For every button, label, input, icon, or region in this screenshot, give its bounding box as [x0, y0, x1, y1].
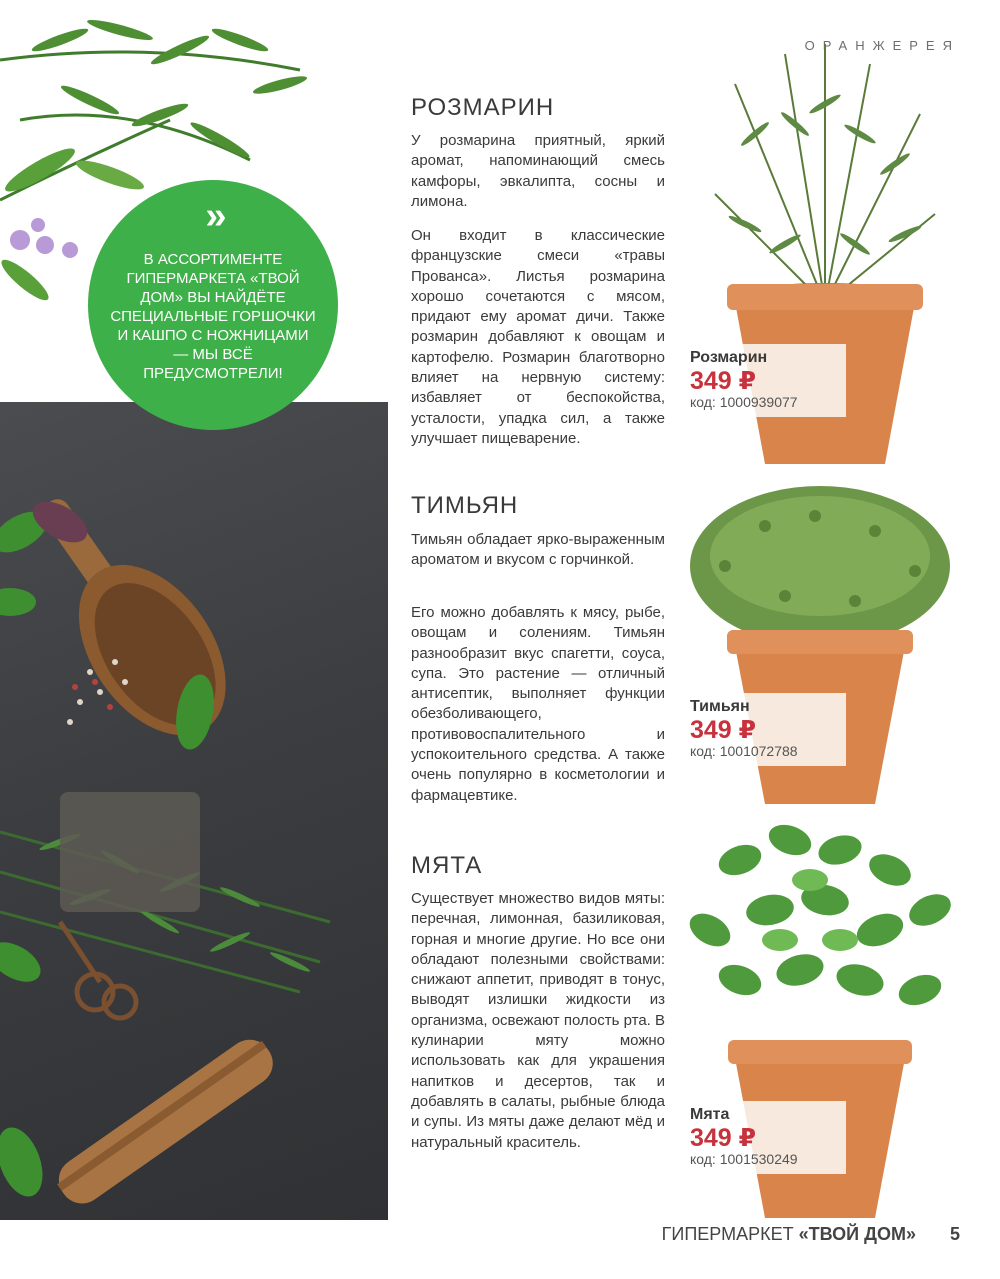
board-illustration	[0, 402, 388, 1220]
footer-store-name: «ТВОЙ ДОМ»	[798, 1224, 916, 1244]
product-price: 349 ₽	[690, 367, 757, 395]
product-name: Розмарин	[690, 349, 768, 366]
heading-thyme: ТИМЬЯН	[411, 492, 519, 519]
rosemary-paragraph-2: Он входит в классические французские смеси «травы Прованса». Листья розмарина хорошо сочетаются с мясом, придают ему аромат дичи. Также розмарин добавляют к овощам и картофелю. Розмарин благотворно влияет на нервную систему: избавляет от беспокойства, усталости, упадка сил, а также улучшает пищеварение.	[411, 227, 665, 447]
product-price: 349 ₽	[690, 716, 757, 744]
page-footer	[662, 1224, 960, 1245]
double-chevron-icon: »	[205, 195, 221, 237]
heading-rosemary: РОЗМАРИН	[411, 94, 555, 121]
rosemary-paragraph-1: У розмарина приятный, яркий аромат, напоминающий смесь камфоры, эвкалипта, сосны и лимона.	[411, 132, 665, 210]
price-card-mint	[686, 1101, 846, 1174]
product-code: код: 1000939077	[690, 394, 798, 410]
product-code: код: 1001530249	[690, 1151, 798, 1167]
herbs-board-photo	[0, 402, 388, 1220]
product-name: Мята	[690, 1106, 730, 1123]
thyme-paragraph-1: Тимьян обладает ярко-выраженным ароматом и вкусом с горчинкой.	[411, 531, 665, 569]
price-card-rosemary	[686, 344, 846, 417]
section-label: ОРАНЖЕРЕЯ	[804, 38, 960, 53]
product-name: Тимьян	[690, 698, 750, 715]
thyme-paragraph-2: Его можно добавлять к мясу, рыбе, овощам и солениям. Тимьян разнообразит вкус спагетти, соуса, супа. Это растение — отличный антисептик, выполняет функции обезболивающего, противовоспалительного и успокоительного средства. А также очень популярно в косметологии и фармацевтике.	[411, 604, 665, 804]
promo-text: В АССОРТИМЕНТЕ ГИПЕРМАРКЕТА «ТВОЙ ДОМ» ВЫ НАЙДЁТЕ СПЕЦИАЛЬНЫЕ ГОРШОЧКИ И КАШПО С НОЖНИЦАМИ — МЫ ВСЁ ПРЕДУСМОТРЕЛИ!	[110, 251, 316, 382]
page-number: 5	[949, 1224, 960, 1244]
product-price: 349 ₽	[690, 1124, 757, 1152]
promo-badge	[88, 180, 338, 430]
mint-paragraph-1: Существует множество видов мяты: перечная, лимонная, базиликовая, горная и многие другие. Но все они обладают полезными свойствами: снижают аппетит, приводят в тонус, выводят излишки жидкости из организма, освежают полость рта. В кулинарии мяту можно использовать как для украшения напитков и десертов, так и добавлять в салаты, рыбные блюда и супы. Из мяты даже делают мёд и натуральный краситель.	[411, 890, 665, 1151]
footer-store-prefix: ГИПЕРМАРКЕТ	[661, 1224, 794, 1244]
product-code: код: 1001072788	[690, 743, 798, 759]
price-card-thyme	[686, 693, 846, 766]
heading-mint: МЯТА	[411, 852, 483, 879]
